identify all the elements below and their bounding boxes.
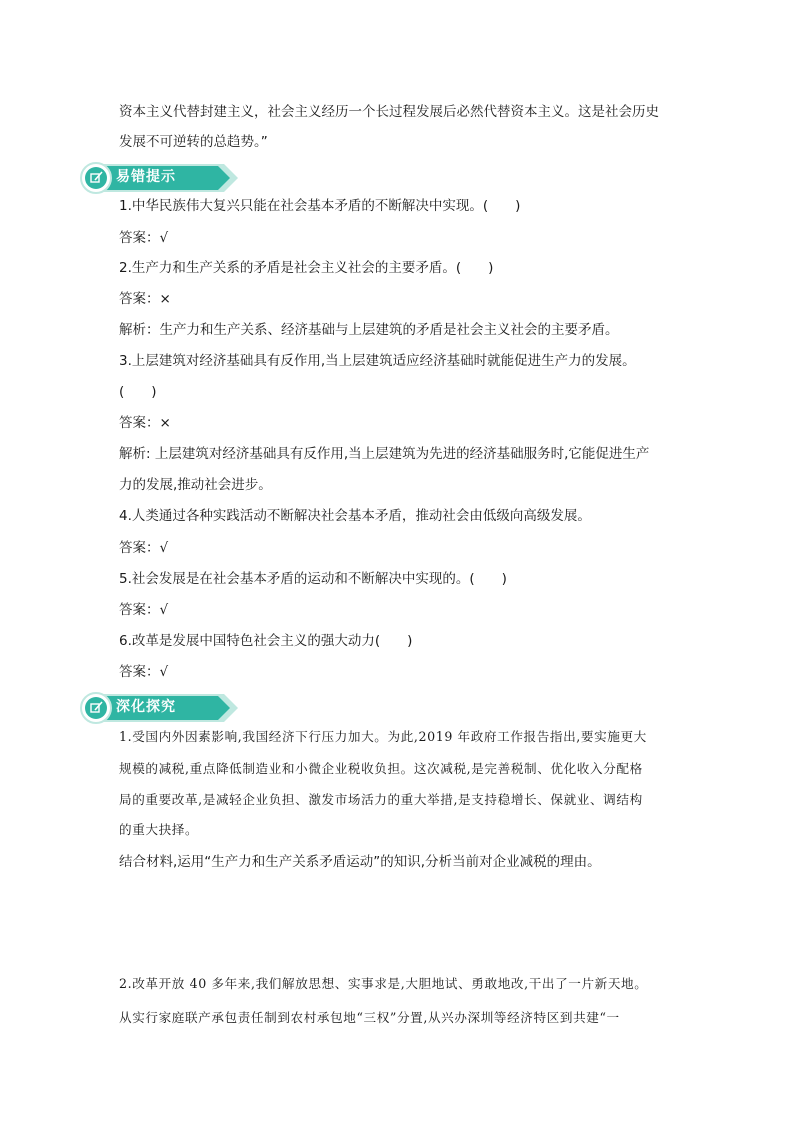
tips-title: 易错提示 [116, 169, 176, 185]
explore-material-2-line-2: 从实行家庭联产承包责任制到农村承包地“三权”分置,从兴办深圳等经济特区到共建“一 [119, 1010, 620, 1025]
tips-question-4: 4.人类通过各种实践活动不断解决社会基本矛盾，推动社会由低级向高级发展。 [119, 508, 591, 524]
explore-question-1: 结合材料,运用“生产力和生产关系矛盾运动”的知识,分析当前对企业减税的理由。 [119, 854, 601, 870]
explore-material-1-line-4: 的重大抉择。 [119, 822, 199, 837]
tips-answer-6: 答案：√ [119, 664, 169, 680]
tips-answer-1: 答案：√ [119, 230, 169, 246]
explore-title: 深化探究 [116, 699, 176, 715]
tips-question-6: 6.改革是发展中国特色社会主义的强大动力( ) [119, 633, 413, 649]
tips-question-5: 5.社会发展是在社会基本矛盾的运动和不断解决中实现的。( ) [119, 571, 507, 587]
intro-line-2: 发展不可逆转的总趋势。” [119, 134, 268, 150]
explore-material-1-line-1: 1.受国内外因素影响,我国经济下行压力加大。为此,2019 年政府工作报告指出,要实施更大 [119, 729, 647, 744]
explore-material-2-line-1: 2.改革开放 40 多年来,我们解放思想、实事求是,大胆地试、勇敢地改,干出了一片新天地。 [119, 976, 648, 991]
tips-question-1: 1.中华民族伟大复兴只能在社会基本矛盾的不断解决中实现。( ) [119, 198, 521, 214]
explore-material-1-line-2: 规模的减税,重点降低制造业和小微企业税收负担。这次减税,是完善税制、优化收入分配格 [119, 761, 643, 776]
tips-answer-3: 答案：× [119, 415, 171, 431]
tips-answer-2: 答案：× [119, 291, 171, 307]
tips-question-3-line-1: 3.上层建筑对经济基础具有反作用,当上层建筑适应经济基础时就能促进生产力的发展。 [119, 353, 636, 369]
section-banner-explore [78, 690, 248, 726]
tips-question-3-line-2: ( ) [119, 384, 157, 400]
intro-line-1: 资本主义代替封建主义，社会主义经历一个长过程发展后必然代替资本主义。这是社会历史 [119, 104, 659, 120]
tips-explanation-2: 解析：生产力和生产关系、经济基础与上层建筑的矛盾是社会主义社会的主要矛盾。 [119, 322, 619, 338]
tips-explanation-3-line-2: 力的发展,推动社会进步。 [119, 477, 272, 493]
tips-question-2: 2.生产力和生产关系的矛盾是社会主义社会的主要矛盾。( ) [119, 260, 494, 276]
tips-explanation-3-line-1: 解析: 上层建筑对经济基础具有反作用,当上层建筑为先进的经济基础服务时,它能促进生产 [119, 446, 650, 462]
explore-material-1-line-3: 局的重要改革,是减轻企业负担、激发市场活力的重大举措,是支持稳增长、保就业、调结构 [119, 792, 643, 807]
tips-answer-4: 答案：√ [119, 540, 169, 556]
tips-answer-5: 答案：√ [119, 602, 169, 618]
section-banner-tips [78, 160, 248, 196]
